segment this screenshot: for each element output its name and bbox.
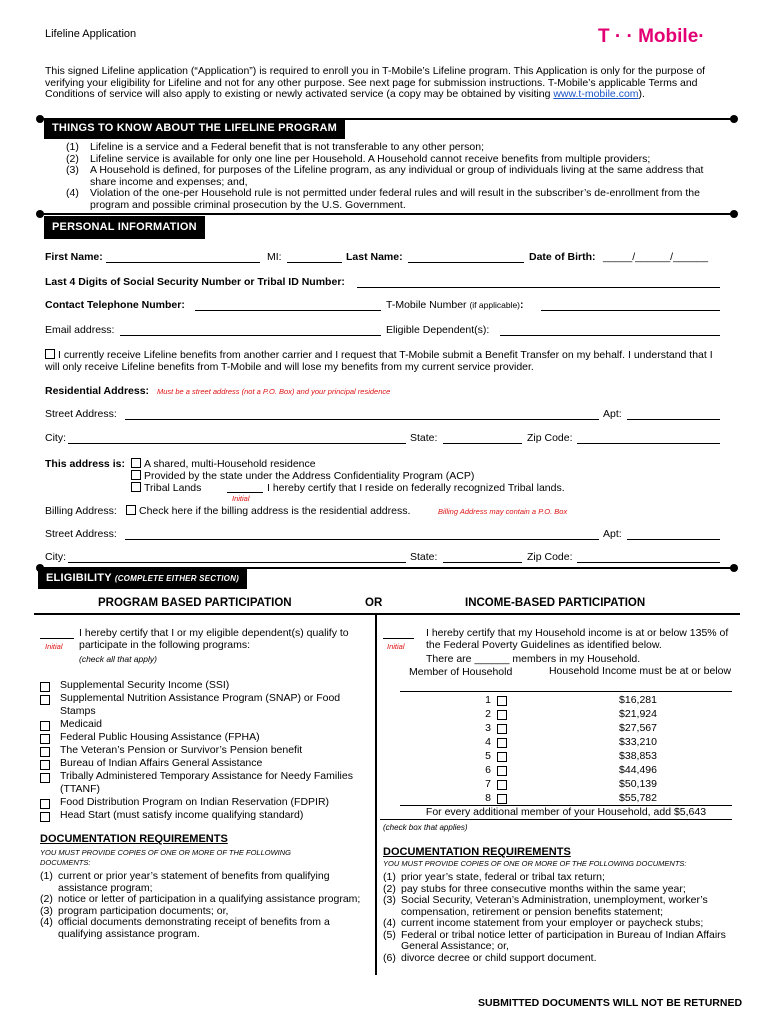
tmobile-logo [598,26,705,48]
intro-after-link: ). [638,88,645,101]
program-item-fdpir: Food Distribution Program on Indian Reservation (FDPIR) [40,796,370,809]
income-row: 8 $55,782 [485,792,657,804]
residential-address-note: Must be a street address (not a P.O. Box) and your principal residence [157,387,391,396]
billing-address-note: Billing Address may contain a P.O. Box [438,507,568,516]
program-item-fpha: Federal Public Housing Assistance (FPHA) [40,731,370,744]
income-row-checkbox[interactable] [497,738,507,748]
program-checkbox[interactable] [40,734,50,744]
program-doc-item: (4) official documents demonstrating receipt of benefits from a qualifying assistance program. [40,916,330,940]
program-based-heading: PROGRAM BASED PARTICIPATION [98,597,292,609]
check-all-note: (check all that apply) [79,654,157,664]
program-doc-list [40,871,370,940]
billing-street-label: Street Address: [45,528,117,540]
eligibility-divider [34,613,740,615]
billing-same-option: Check here if the billing address is the residential address. [126,505,410,517]
last-name-field[interactable] [408,251,524,263]
dependents-label: Eligible Dependent(s): [386,324,490,336]
intro-paragraph [45,66,725,101]
things-item: (1) Lifeline is a service and a Federal benefit that is not transferable to any other person; [66,141,484,153]
tmo-number-label: T-Mobile Number (if applicable): [386,299,524,311]
street-address-label: Street Address: [45,408,117,420]
program-item-snap: Supplemental Nutrition Assistance Program (SNAP) or Food Stamps [40,692,370,718]
personal-section-bar [40,213,734,215]
check-box-note: (check box that applies) [383,823,468,832]
household-members-text: There are ______ members in my Household. [426,653,641,665]
documents-not-returned-notice: SUBMITTED DOCUMENTS WILL NOT BE RETURNED [478,997,743,1009]
income-row: 2 $21,924 [485,708,657,720]
things-item: (4) Violation of the one-per Household rule is not permitted under federal rules and will result in the subscriber’s de-enrollment from the program and possible criminal prosecution by the U.S. Government. [66,187,700,211]
tribal-initial-label: Initial [232,494,250,503]
program-doc-item: (3) program participation documents; or, [40,904,229,917]
address-tribal-checkbox[interactable] [131,482,141,492]
mi-field[interactable] [287,251,342,263]
income-row: 6 $44,496 [485,764,657,776]
program-item-ttanf: Tribally Administered Temporary Assistance for Needy Families (TTANF) [40,770,370,796]
apt-field[interactable] [627,408,720,420]
program-item-bia: Bureau of Indian Affairs General Assistance [40,757,370,770]
benefit-transfer-statement [45,349,727,373]
income-doc-note: YOU MUST PROVIDE COPIES OF ONE OR MORE OF THE FOLLOWING DOCUMENTS: [383,859,687,868]
income-doc-item: (1) prior year’s state, federal or tribal tax return; [383,871,605,883]
billing-zip-label: Zip Code: [527,551,573,563]
billing-city-field[interactable] [68,551,406,563]
income-doc-list [383,872,749,964]
dob-label: Date of Birth: [529,251,596,263]
tmobile-website-link[interactable]: www.t-mobile.com [553,88,639,101]
income-row-checkbox[interactable] [497,752,507,762]
email-field[interactable] [120,324,381,336]
program-checkbox[interactable] [40,721,50,731]
income-row: 3 $27,567 [485,722,657,734]
program-checkbox[interactable] [40,695,50,705]
first-name-label: First Name: [45,251,103,263]
program-checkbox[interactable] [40,760,50,770]
residential-address-label: Residential Address: [45,385,150,397]
things-item: (3) A Household is defined, for purposes of the Lifeline program, as any individual or group of individuals living at the same address that share income and expenses; and, [66,164,704,188]
member-column-header: Member of Household [409,666,513,678]
tmobile-logo-text: T · · Mobile· [598,26,705,47]
address-shared-checkbox[interactable] [131,458,141,468]
address-option-shared: A shared, multi-Household residence [131,458,316,470]
income-row: 7 $50,139 [485,778,657,790]
ssn-field[interactable] [357,276,720,288]
additional-member-note: For every additional member of your Household, add $5,643 [425,806,707,818]
program-item-ssi: Supplemental Security Income (SSI) [40,679,370,692]
billing-state-label: State: [410,551,438,563]
things-section-heading: THINGS TO KNOW ABOUT THE LIFELINE PROGRAM [44,118,345,139]
program-certify-text: I hereby certify that I or my eligible dependent(s) qualify to participate in the following programs: [79,627,349,651]
program-list [40,679,370,822]
income-table-header-line [400,691,732,692]
phone-field[interactable] [195,299,381,311]
income-doc-item: (5) Federal or tribal notice letter of participation in Bureau of Indian Affairs General Assistance; or, [383,928,726,952]
income-initial-label: Initial [387,642,405,651]
income-doc-item: (6) divorce decree or child support document. [383,951,597,964]
zip-field[interactable] [577,432,720,444]
program-doc-note: YOU MUST PROVIDE COPIES OF ONE OR MORE OF THE FOLLOWING DOCUMENTS: [40,848,292,867]
address-acp-checkbox[interactable] [131,470,141,480]
billing-address-label: Billing Address: [45,505,117,517]
personal-section-heading: PERSONAL INFORMATION [44,216,205,239]
income-doc-item: (2) pay stubs for three consecutive months within the same year; [383,882,686,895]
income-row-checkbox[interactable] [497,780,507,790]
address-is-label: This address is: [45,458,125,470]
column-divider [375,615,377,975]
income-row-checkbox[interactable] [497,710,507,720]
ssn-label: Last 4 Digits of Social Security Number or Tribal ID Number: [45,276,345,288]
program-item-medicaid: Medicaid [40,718,370,731]
dob-field[interactable]: _____/______/______ [603,251,709,263]
eligibility-section-heading: ELIGIBILITY (COMPLETE EITHER SECTION) [38,568,247,589]
dependents-field[interactable] [500,324,720,336]
first-name-field[interactable] [106,251,260,263]
state-field[interactable] [443,432,522,444]
income-based-heading: INCOME-BASED PARTICIPATION [465,597,646,609]
tribal-certify-text: I hereby certify that I reside on federally recognized Tribal lands. [267,482,565,494]
tribal-initial-field[interactable] [227,481,263,493]
apt-label: Apt: [603,408,622,420]
income-table [403,694,731,806]
income-initial-field[interactable] [383,627,414,639]
zip-label: Zip Code: [527,432,573,444]
program-item-veterans: The Veteran’s Pension or Survivor’s Pension benefit [40,744,370,757]
income-doc-item: (3) Social Security, Veteran’s Administration, unemployment, worker’s compensation, retirement or pension benefits statement; [383,894,708,918]
program-checkbox[interactable] [40,799,50,809]
income-doc-heading: DOCUMENTATION REQUIREMENTS [383,846,571,858]
phone-label: Contact Telephone Number: [45,299,185,311]
city-field[interactable] [68,432,406,444]
benefit-transfer-checkbox[interactable] [45,349,55,359]
email-label: Email address: [45,324,115,336]
address-option-tribal: Tribal Lands [131,482,201,494]
program-doc-heading: DOCUMENTATION REQUIREMENTS [40,833,228,845]
program-checkbox[interactable] [40,747,50,757]
billing-state-field[interactable] [443,551,522,563]
program-checkbox[interactable] [40,773,50,783]
income-row-checkbox[interactable] [497,766,507,776]
or-separator: OR [365,597,383,609]
income-row-checkbox[interactable] [497,794,507,804]
program-doc-item: (2) notice or letter of participation in a qualifying assistance program; [40,893,361,905]
street-address-field[interactable] [125,408,599,420]
income-table-bottom-line [380,819,732,820]
billing-same-checkbox[interactable] [126,505,136,515]
billing-apt-field[interactable] [627,528,720,540]
income-doc-item: (4) current income statement from your employer or paycheck stubs; [383,917,704,929]
income-certify-text: I hereby certify that my Household income is at or below 135% of the Federal Poverty Guidelines as identified below. [426,627,729,651]
program-item-head-start: Head Start (must satisfy income qualifying standard) [40,809,370,822]
billing-street-field[interactable] [125,528,599,540]
things-list [66,142,716,211]
income-column-header: Household Income must be at or below [548,665,732,677]
billing-zip-field[interactable] [577,551,720,563]
address-option-acp: Provided by the state under the Address Confidentiality Program (ACP) [131,470,474,482]
benefit-transfer-text: I currently receive Lifeline benefits from another carrier and I request that T-Mobile submit a Benefit Transfer on my behalf. I understand that I will only receive Lifeline benefits from T-Mobile and will lose my benefits from my current service provider. [45,349,713,373]
income-row-checkbox[interactable] [497,696,507,706]
program-initial-label: Initial [45,642,63,651]
page-header-title: Lifeline Application [45,28,137,40]
intro-text: This signed Lifeline application (“Application”) is required to enroll you in T-Mobile’s Lifeline program. This Application is only for the purpose of verifying your eligibility for Lifeline and not for any other purpose. See next page for submission instructions. T-Mobile’s applicable Terms and Conditions of service will also apply to existing or newly activated service (a copy may be obtained by visiting [45,65,706,101]
tmo-number-field[interactable] [541,299,720,311]
billing-apt-label: Apt: [603,528,622,540]
program-doc-item: (1) current or prior year’s statement of benefits from qualifying assistance program; [40,870,330,894]
income-row: 5 $38,853 [485,750,657,762]
income-row: 1 $16,281 [485,694,657,706]
income-row: 4 $33,210 [485,736,657,748]
state-label: State: [410,432,438,444]
city-label: City: [45,432,66,444]
billing-city-label: City: [45,551,66,563]
program-checkbox[interactable] [40,812,50,822]
program-initial-field[interactable] [40,627,74,639]
income-row-checkbox[interactable] [497,724,507,734]
last-name-label: Last Name: [346,251,403,263]
program-checkbox[interactable] [40,682,50,692]
mi-label: MI: [267,251,282,263]
things-item: (2) Lifeline service is available for only one line per Household. A Household cannot receive benefits from multiple providers; [66,152,651,165]
